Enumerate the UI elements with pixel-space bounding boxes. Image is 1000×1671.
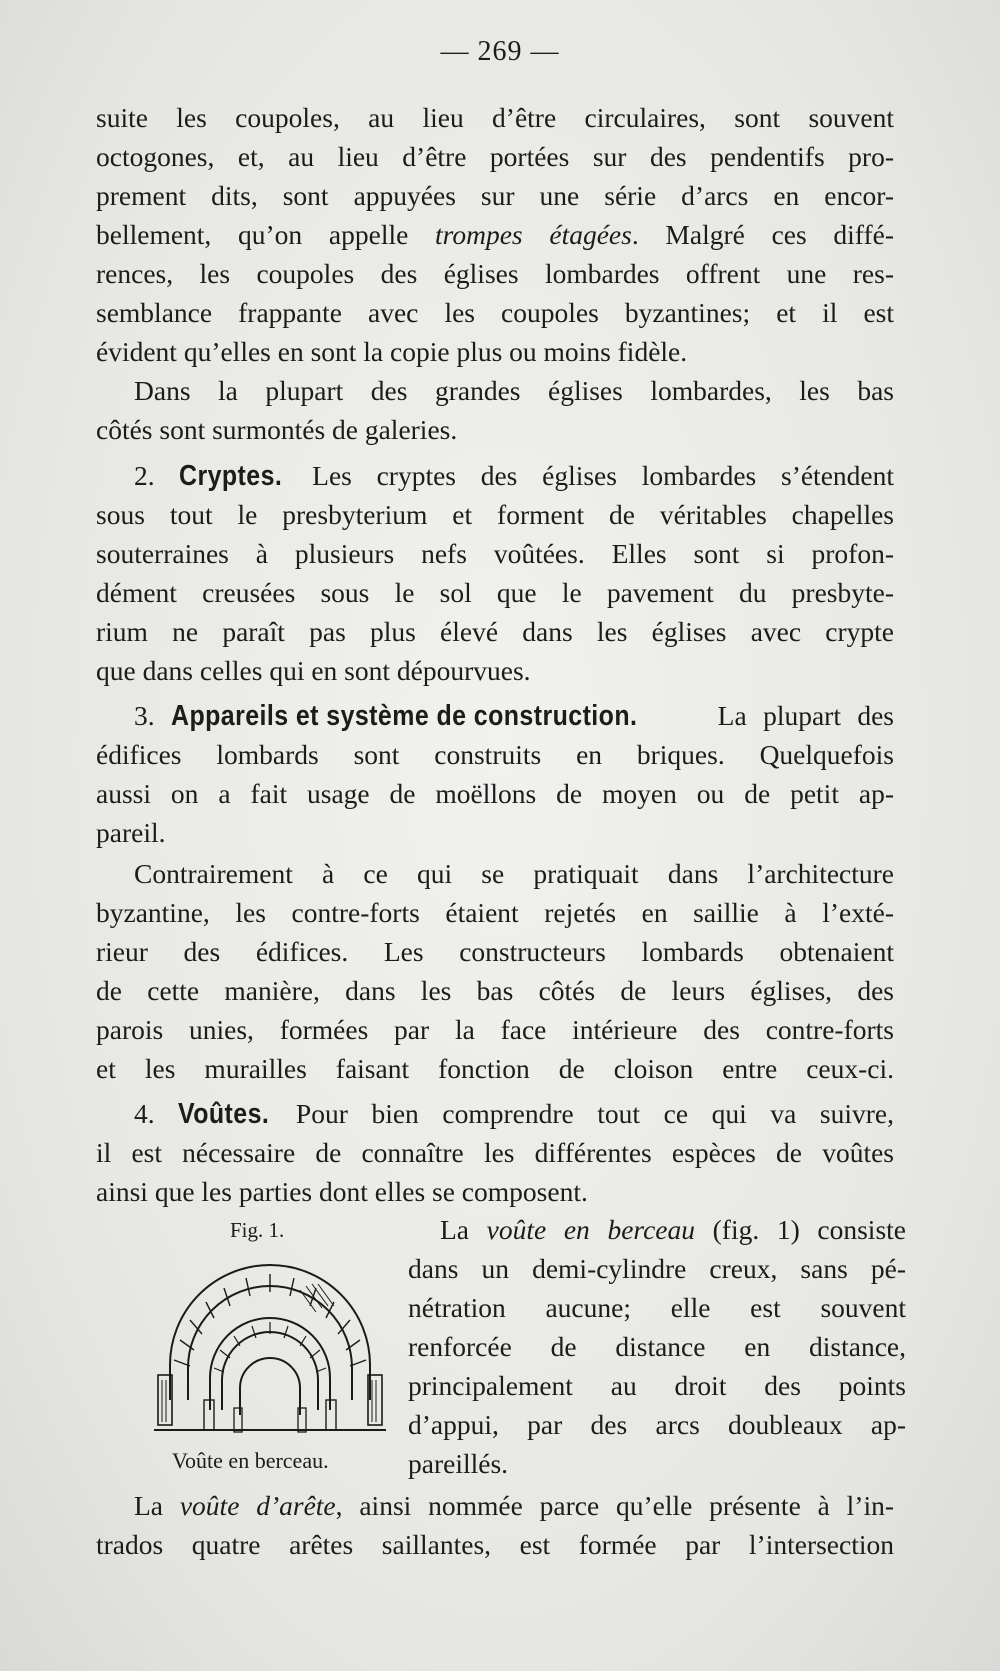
text-span: La plupart des: [701, 700, 895, 731]
text-span: bellement, qu’on appelle: [96, 219, 436, 250]
text-line: principalement au droit des points: [408, 1370, 906, 1401]
text-line: et les murailles faisant fonction de cloison entre ceux-ci.: [96, 1053, 894, 1084]
text-span: , ainsi nommée parce qu’elle présente à l’in-: [335, 1490, 894, 1521]
text-span: La: [134, 1490, 180, 1521]
text-line: pareil.: [96, 817, 166, 848]
section-title: Voûtes.: [178, 1098, 270, 1130]
section-heading-line: [134, 1096, 894, 1132]
italic-term: voûte d’arête: [179, 1490, 336, 1521]
text-span: (fig. 1) consiste: [695, 1214, 906, 1245]
text-line: semblance frappante avec les coupoles byzantines; et il est: [96, 297, 894, 328]
text-line: dans un demi-cylindre creux, sans pé-: [408, 1253, 906, 1284]
text-line: [440, 1212, 906, 1248]
text-line: nétration aucune; elle est souvent: [408, 1292, 906, 1323]
section-heading-line: [134, 698, 894, 734]
italic-term: voûte en berceau: [486, 1214, 695, 1245]
text-line: aussi on a fait usage de moëllons de moyen ou de petit ap-: [96, 778, 894, 809]
text-line: [96, 217, 894, 253]
text-span: La: [440, 1214, 487, 1245]
text-line: côtés sont surmontés de galeries.: [96, 414, 458, 445]
text-span: Pour bien comprendre tout ce qui va suivre,: [272, 1098, 894, 1129]
italic-term: trompes étagées: [435, 219, 632, 250]
text-line: octogones, et, au lieu d’être portées sur des pendentifs pro-: [96, 141, 894, 172]
section-number: 2.: [134, 460, 180, 491]
text-line: de cette manière, dans les bas côtés de leurs églises, des: [96, 975, 894, 1006]
barrel-vault-illustration: [150, 1250, 390, 1440]
text-line: dément creusées sous le sol que le pavement du presbyte-: [96, 577, 894, 608]
text-line: il est nécessaire de connaître les différentes espèces de voûtes: [96, 1137, 894, 1168]
section-title: Appareils et système de construction.: [171, 700, 638, 732]
section-number: 4.: [134, 1098, 179, 1129]
text-span: Les cryptes des églises lombardes s’étendent: [287, 460, 894, 491]
figure-label: Fig. 1.: [230, 1218, 285, 1242]
text-line: sous tout le presbyterium et forment de véritables chapelles: [96, 499, 894, 530]
page-number: — 269 —: [440, 36, 560, 67]
text-line: rences, les coupoles des églises lombardes offrent une res-: [96, 258, 894, 289]
text-line: prement dits, sont appuyées sur une série d’arcs en encor-: [96, 180, 894, 211]
text-line: pareillés.: [408, 1448, 509, 1479]
section-heading-line: [134, 458, 894, 494]
text-line: parois unies, formées par la face intérieure des contre-forts: [96, 1014, 894, 1045]
text-line: que dans celles qui en sont dépourvues.: [96, 655, 531, 686]
section-number: 3.: [134, 700, 172, 731]
text-line: d’appui, par des arcs doubleaux ap-: [408, 1409, 906, 1440]
figure-caption: Voûte en berceau.: [172, 1448, 329, 1473]
text-line: trados quatre arêtes saillantes, est formée par l’intersection: [96, 1529, 894, 1560]
text-span: . Malgré ces diffé-: [631, 219, 894, 250]
text-line: souterraines à plusieurs nefs voûtées. Elles sont si profon-: [96, 538, 894, 569]
text-line: suite les coupoles, au lieu d’être circulaires, sont souvent: [96, 102, 894, 133]
text-line: rieur des édifices. Les constructeurs lombards obtenaient: [96, 936, 894, 967]
text-line: Contrairement à ce qui se pratiquait dans l’architecture: [134, 858, 894, 889]
text-line: renforcée de distance en distance,: [408, 1331, 906, 1362]
text-line: [134, 1488, 894, 1524]
text-line: Dans la plupart des grandes églises lombardes, les bas: [134, 375, 894, 406]
text-line: évident qu’elles en sont la copie plus ou moins fidèle.: [96, 336, 688, 367]
text-line: édifices lombards sont construits en briques. Quelquefois: [96, 739, 894, 770]
text-line: rium ne paraît pas plus élevé dans les églises avec crypte: [96, 616, 894, 647]
text-line: ainsi que les parties dont elles se composent.: [96, 1176, 588, 1207]
text-line: byzantine, les contre-forts étaient rejetés en saillie à l’exté-: [96, 897, 894, 928]
section-title: Cryptes.: [179, 460, 283, 492]
